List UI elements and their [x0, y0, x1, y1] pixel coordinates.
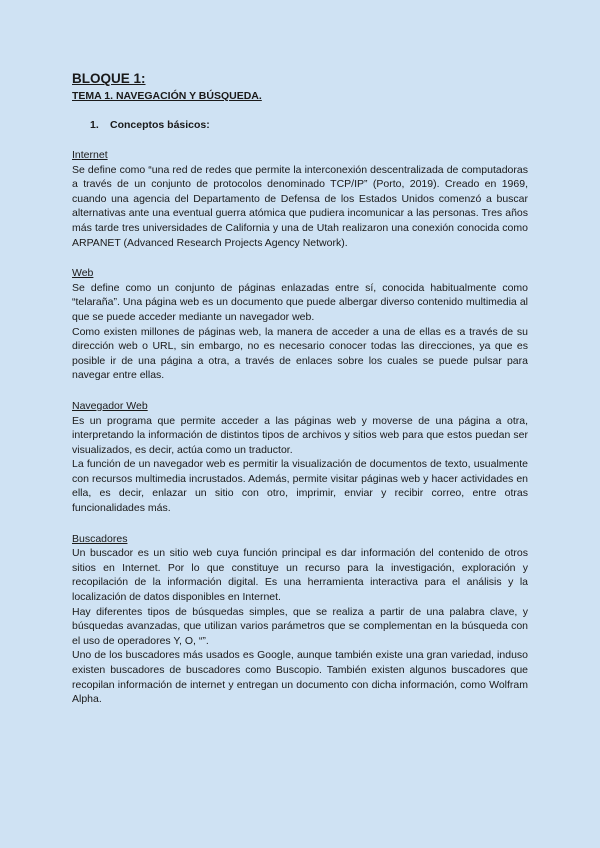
subsection-buscadores [72, 532, 528, 707]
subsection-title: Buscadores [72, 532, 128, 545]
topic-title: TEMA 1. NAVEGACIÓN Y BÚSQUEDA. [72, 90, 262, 102]
section-number: 1. [90, 119, 99, 131]
paragraph: Es un programa que permite acceder a las páginas web y moverse de una página a otra, interpretando la información de distintos tipos de archivos y sitios web para que estos puedan ser visualizados, es decir, actúa como un traductor. [72, 414, 528, 456]
block-title: BLOQUE 1: [72, 71, 146, 86]
paragraph: Un buscador es un sitio web cuya función principal es dar información del contenido de otros sitios en Internet. Por lo que constituye un recurso para la investigación, exploración y recopilación de la información digital. Es una herramienta interactiva para el análisis y la localización de datos disponibles en Internet. [72, 547, 528, 604]
paragraph: La función de un navegador web es permitir la visualización de documentos de texto, usualmente con recursos multimedia incrustados. Además, permite visitar páginas web y hacer actividades en ella, es decir, enlazar un sitio con otro, imprimir, enviar y recibir correo, entre otras funcionalidades más. [72, 458, 528, 515]
paragraph: Se define como “una red de redes que permite la interconexión descentralizada de computadoras a través de un conjunto de protocolos denominado TCP/IP” (Porto, 2019). Creado en 1969, cuando una agencia del Departamento de Defensa de los Estados Unidos comenzó a buscar alternativas ante una eventual guerra atómica que pudiera incomunicar a las personas. Tres años más tarde tres universidades de California y una de Utah realizaron una conexión conocida como ARPANET (Advanced Research Projects Agency Network). [72, 163, 528, 249]
paragraph: Se define como un conjunto de páginas enlazadas entre sí, conocida habitualmente como “telaraña”. Una página web es un documento que puede albergar diverso contenido multimedia al que se puede acceder mediante un navegador web. [72, 281, 528, 323]
subsection-internet [72, 148, 528, 250]
subsection-title: Web [72, 267, 94, 280]
section-heading [72, 118, 528, 132]
subsection-title: Internet [72, 149, 108, 161]
subsection-web [72, 266, 528, 383]
paragraph: Uno de los buscadores más usados es Google, aunque también existe una gran variedad, induso existen buscadores de buscadores como Buscopio. También existen algunos buscadores que recopilan información de internet y entregan un documento con dicha información, como Wolfram Alpha. [72, 649, 528, 706]
subsection-title: Navegador Web [72, 399, 148, 412]
paragraph: Hay diferentes tipos de búsquedas simples, que se realiza a partir de una palabra clave, y búsquedas avanzadas, que utilizan varios parámetros que se complementan en la búsqueda con el uso de operadores Y, O, “”. [72, 605, 528, 647]
paragraph: Como existen millones de páginas web, la manera de acceder a una de ellas es a través de su dirección web o URL, sin embargo, no es necesario conocer todas las direcciones, ya que es posible ir de una página a otra, a través de enlaces sobre los cuales se puede pulsar para navegar entre ellas. [72, 325, 528, 382]
subsection-navegador-web [72, 399, 528, 516]
section-title: Conceptos básicos: [110, 119, 210, 131]
